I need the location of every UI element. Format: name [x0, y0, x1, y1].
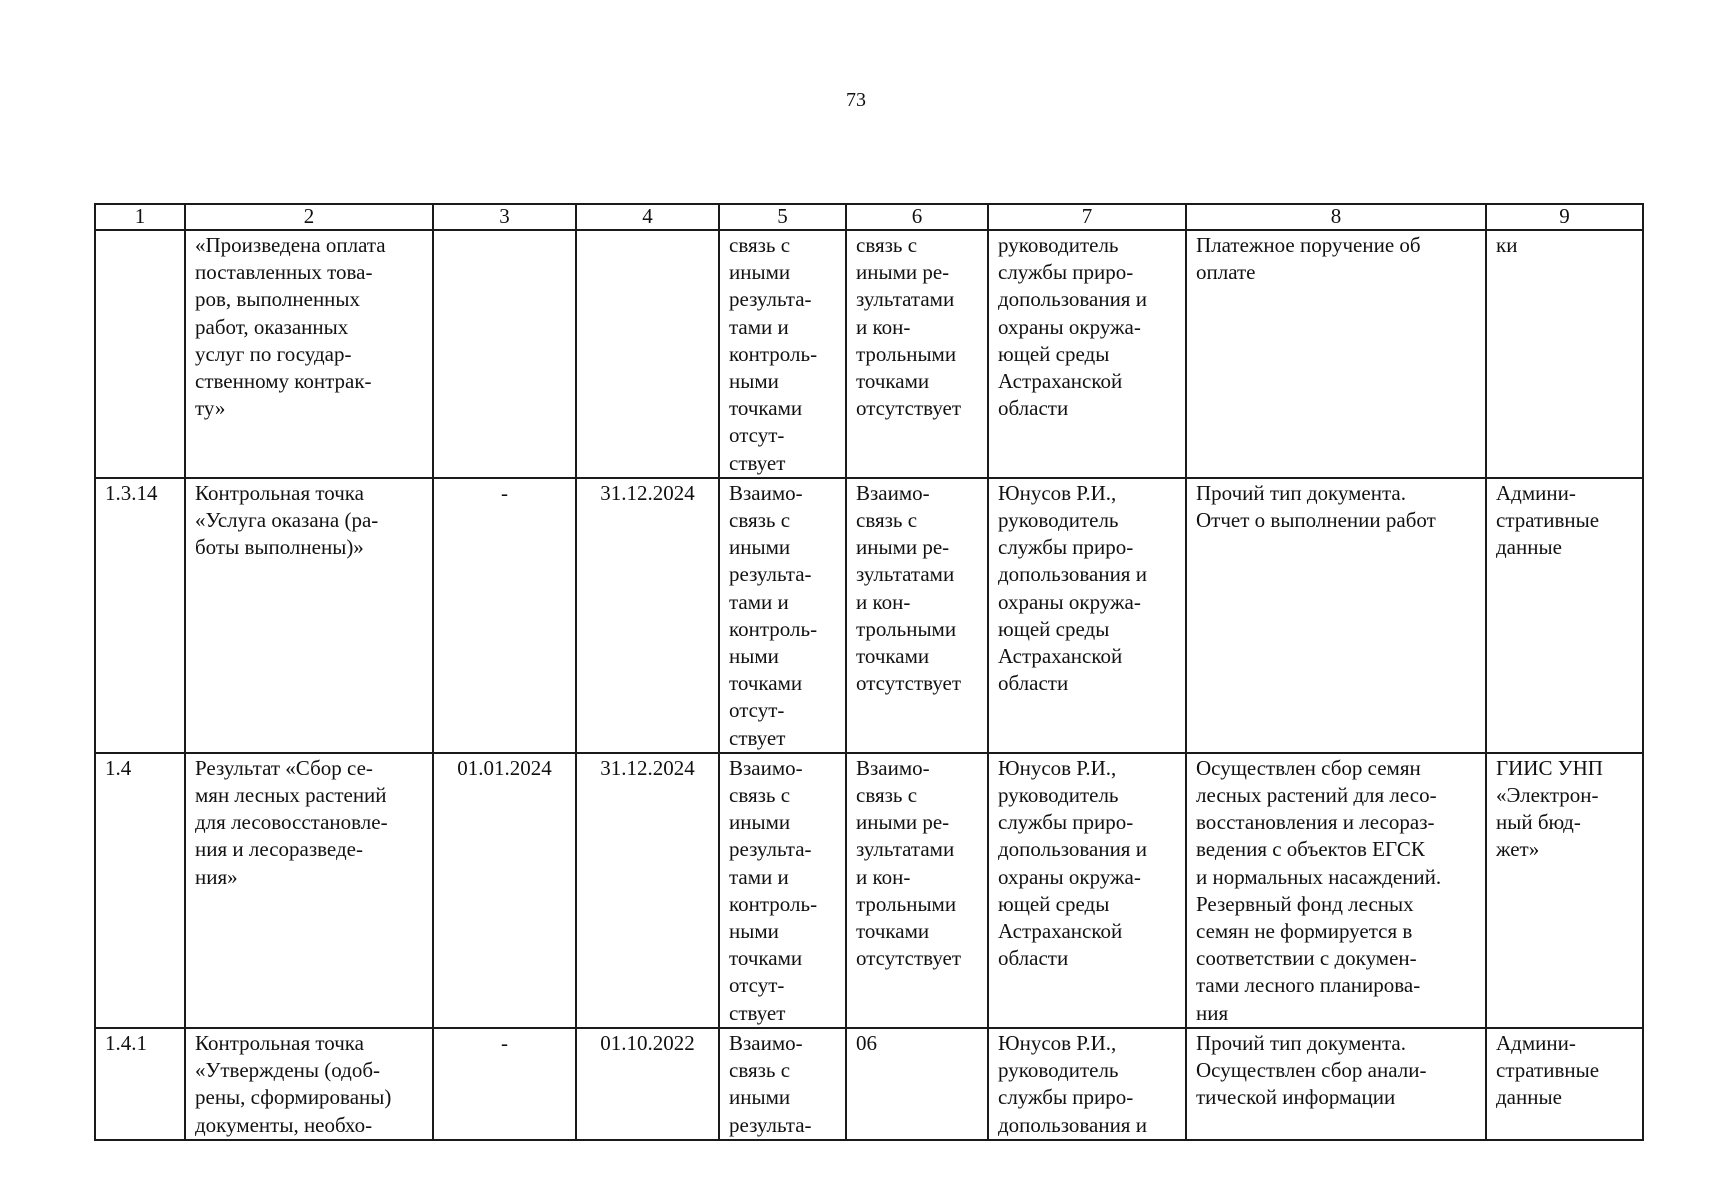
cell-text-line: отсутствует	[856, 671, 962, 696]
cell-text-line: оплате	[1196, 260, 1256, 285]
cell-text-line: связь с	[729, 1058, 791, 1083]
cell-text-line: службы приро-	[998, 535, 1134, 560]
name-cell	[185, 230, 433, 478]
cell-text-line: результа-	[729, 562, 812, 587]
cell-text-line: руководитель	[998, 508, 1119, 533]
cell-text-line: Взаимо-	[856, 755, 930, 780]
cell-text-line: иными ре-	[856, 260, 950, 285]
column-number-row	[95, 204, 1643, 230]
cell-text-line: 1.3.14	[105, 480, 158, 505]
cell-text-line: ными	[729, 644, 779, 669]
cell-text-line: допользования и	[998, 1112, 1147, 1137]
cell-text-line: связь с	[856, 783, 918, 808]
cell-text-line: Контрольная точка	[195, 1030, 365, 1055]
cell-text-line: допользования и	[998, 287, 1147, 312]
cell-text-line: контроль-	[729, 891, 818, 916]
cell-text-line: 06	[856, 1030, 877, 1055]
cell-text-line: и кон-	[856, 864, 911, 889]
cell-text-line: 31.12.2024	[600, 755, 695, 780]
cell-text-line: восстановления и лесораз-	[1196, 810, 1435, 835]
cell-text-line: мян лесных растений	[195, 783, 387, 808]
cell-text-line: тами и	[729, 314, 789, 339]
relation-alt-cell	[846, 478, 988, 753]
cell-text-line: Взаимо-	[729, 1030, 803, 1055]
cell-text-line: для лесовосстановле-	[195, 810, 388, 835]
column-number: 7	[988, 204, 1186, 230]
document-cell	[1186, 478, 1486, 753]
cell-text-line: иными	[729, 810, 791, 835]
responsible-cell	[988, 1028, 1186, 1140]
cell-text-line: службы приро-	[998, 260, 1134, 285]
cell-text-line: данные	[1496, 1085, 1562, 1110]
end-date-cell	[576, 478, 719, 753]
cell-text-line: ными	[729, 369, 779, 394]
cell-text-line: 01.01.2024	[457, 755, 552, 780]
cell-text-line: ный бюд-	[1496, 810, 1581, 835]
cell-text-line: трольными	[856, 341, 957, 366]
cell-text-line: области	[998, 671, 1069, 696]
cell-text-line: связь с	[856, 508, 918, 533]
cell-text-line: Юнусов Р.И.,	[998, 480, 1117, 505]
cell-text-line: Прочий тип документа.	[1196, 1030, 1406, 1055]
cell-text-line: 1.4.1	[105, 1030, 147, 1055]
column-number: 5	[719, 204, 846, 230]
cell-text-line: ствует	[729, 1000, 786, 1025]
cell-text-line: руководитель	[998, 1058, 1119, 1083]
cell-text-line: -	[501, 1030, 508, 1055]
cell-text-line: Взаимо-	[856, 480, 930, 505]
cell-text-line: 31.12.2024	[600, 480, 695, 505]
cell-text-line: связь с	[729, 508, 791, 533]
cell-text-line: охраны окружа-	[998, 864, 1141, 889]
cell-text-line: «Утверждены (одоб-	[195, 1058, 381, 1083]
cell-text-line: -	[501, 480, 508, 505]
cell-text-line: отсут-	[729, 698, 785, 723]
cell-text-line: ГИИС УНП	[1496, 755, 1603, 780]
cell-text-line: тической информации	[1196, 1085, 1396, 1110]
responsible-cell	[988, 753, 1186, 1028]
number-cell	[95, 478, 185, 753]
source-cell	[1486, 478, 1643, 753]
cell-text-line: охраны окружа-	[998, 589, 1141, 614]
cell-text-line: 1.4	[105, 755, 132, 780]
cell-text-line: службы приро-	[998, 1085, 1134, 1110]
cell-text-line: иными	[729, 1085, 791, 1110]
number-cell	[95, 230, 185, 478]
document-cell	[1186, 1028, 1486, 1140]
end-date-cell	[576, 753, 719, 1028]
relation-cell	[719, 230, 846, 478]
cell-text-line: стративные	[1496, 508, 1600, 533]
cell-text-line: отсут-	[729, 973, 785, 998]
table-row	[95, 1028, 1643, 1140]
cell-text-line: стративные	[1496, 1058, 1600, 1083]
end-date-cell	[576, 1028, 719, 1140]
cell-text-line: Осуществлен сбор семян	[1196, 755, 1421, 780]
cell-text-line: Контрольная точка	[195, 480, 365, 505]
cell-text-line: жет»	[1496, 837, 1540, 862]
column-number: 2	[185, 204, 433, 230]
cell-text-line: иными ре-	[856, 535, 950, 560]
cell-text-line: и кон-	[856, 314, 911, 339]
cell-text-line: Результат «Сбор се-	[195, 755, 373, 780]
cell-text-line: зультатами	[856, 562, 955, 587]
column-number: 6	[846, 204, 988, 230]
relation-cell	[719, 753, 846, 1028]
cell-text-line: зультатами	[856, 837, 955, 862]
cell-text-line: ствует	[729, 725, 786, 750]
cell-text-line: иными	[729, 535, 791, 560]
cell-text-line: иными ре-	[856, 810, 950, 835]
cell-text-line: результа-	[729, 837, 812, 862]
cell-text-line: результа-	[729, 287, 812, 312]
cell-text-line: Астраханской	[998, 369, 1123, 394]
cell-text-line: ния»	[195, 864, 238, 889]
source-cell	[1486, 753, 1643, 1028]
cell-text-line: контроль-	[729, 341, 818, 366]
cell-text-line: Платежное поручение об	[1196, 233, 1421, 257]
relation-cell	[719, 478, 846, 753]
results-table	[94, 203, 1644, 1141]
table-row	[95, 753, 1643, 1028]
column-number: 4	[576, 204, 719, 230]
cell-text-line: работ, оказанных	[195, 314, 349, 339]
cell-text-line: тами и	[729, 864, 789, 889]
cell-text-line: точками	[856, 369, 930, 394]
start-date-cell	[433, 1028, 576, 1140]
cell-text-line: услуг по государ-	[195, 341, 352, 366]
cell-text-line: Осуществлен сбор анали-	[1196, 1058, 1427, 1083]
column-number: 1	[95, 204, 185, 230]
cell-text-line: ственному контрак-	[195, 369, 372, 394]
cell-text-line: результа-	[729, 1112, 812, 1137]
cell-text-line: ров, выполненных	[195, 287, 361, 312]
start-date-cell	[433, 753, 576, 1028]
column-number: 3	[433, 204, 576, 230]
cell-text-line: точками	[729, 946, 803, 971]
relation-alt-cell	[846, 230, 988, 478]
cell-text-line: боты выполнены)»	[195, 535, 364, 560]
cell-text-line: семян не формируется в	[1196, 919, 1413, 944]
source-cell	[1486, 1028, 1643, 1140]
cell-text-line: ными	[729, 919, 779, 944]
cell-text-line: Астраханской	[998, 919, 1123, 944]
name-cell	[185, 1028, 433, 1140]
cell-text-line: ющей среды	[998, 616, 1110, 641]
cell-text-line: Резервный фонд лесных	[1196, 891, 1414, 916]
cell-text-line: и нормальных насаждений.	[1196, 864, 1442, 889]
cell-text-line: связь с	[729, 783, 791, 808]
cell-text-line: допользования и	[998, 562, 1147, 587]
cell-text-line: контроль-	[729, 616, 818, 641]
source-cell	[1486, 230, 1643, 478]
cell-text-line: тами и	[729, 589, 789, 614]
table-row	[95, 478, 1643, 753]
column-number: 8	[1186, 204, 1486, 230]
cell-text-line: Админи-	[1496, 480, 1576, 505]
responsible-cell	[988, 478, 1186, 753]
number-cell	[95, 753, 185, 1028]
relation-alt-cell	[846, 1028, 988, 1140]
cell-text-line: ющей среды	[998, 341, 1110, 366]
cell-text-line: иными	[729, 260, 791, 285]
cell-text-line: связь с	[856, 233, 918, 257]
cell-text-line: 01.10.2022	[600, 1030, 695, 1055]
cell-text-line: ствует	[729, 450, 786, 475]
column-number: 9	[1486, 204, 1643, 230]
cell-text-line: ния	[1196, 1000, 1229, 1025]
start-date-cell	[433, 230, 576, 478]
cell-text-line: Юнусов Р.И.,	[998, 1030, 1117, 1055]
cell-text-line: тами лесного планирова-	[1196, 973, 1421, 998]
cell-text-line: точками	[729, 671, 803, 696]
cell-text-line: Взаимо-	[729, 755, 803, 780]
cell-text-line: ту»	[195, 396, 226, 421]
start-date-cell	[433, 478, 576, 753]
cell-text-line: документы, необхо-	[195, 1112, 373, 1137]
cell-text-line: «Электрон-	[1496, 783, 1599, 808]
cell-text-line: ния и лесоразведе-	[195, 837, 363, 862]
number-cell	[95, 1028, 185, 1140]
cell-text-line: «Услуга оказана (ра-	[195, 508, 379, 533]
cell-text-line: ющей среды	[998, 891, 1110, 916]
cell-text-line: отсут-	[729, 423, 785, 448]
name-cell	[185, 753, 433, 1028]
cell-text-line: «Произведена оплата	[195, 233, 386, 257]
name-cell	[185, 478, 433, 753]
cell-text-line: точками	[856, 919, 930, 944]
cell-text-line: руководитель	[998, 783, 1119, 808]
page-number: 73	[846, 89, 866, 111]
table-row	[95, 230, 1643, 478]
cell-text-line: трольными	[856, 616, 957, 641]
cell-text-line: допользования и	[998, 837, 1147, 862]
cell-text-line: ведения с объектов ЕГСК	[1196, 837, 1425, 862]
responsible-cell	[988, 230, 1186, 478]
cell-text-line: рены, сформированы)	[195, 1085, 392, 1110]
document-cell	[1186, 230, 1486, 478]
cell-text-line: трольными	[856, 891, 957, 916]
cell-text-line: ки	[1496, 233, 1518, 257]
cell-text-line: и кон-	[856, 589, 911, 614]
relation-cell	[719, 1028, 846, 1140]
cell-text-line: службы приро-	[998, 810, 1134, 835]
document-cell	[1186, 753, 1486, 1028]
cell-text-line: данные	[1496, 535, 1562, 560]
cell-text-line: Прочий тип документа.	[1196, 480, 1406, 505]
cell-text-line: области	[998, 396, 1069, 421]
cell-text-line: точками	[856, 644, 930, 669]
cell-text-line: зультатами	[856, 287, 955, 312]
cell-text-line: отсутствует	[856, 946, 962, 971]
cell-text-line: лесных растений для лесо-	[1196, 783, 1437, 808]
cell-text-line: точками	[729, 396, 803, 421]
cell-text-line: поставленных това-	[195, 260, 373, 285]
cell-text-line: соответствии с докумен-	[1196, 946, 1417, 971]
cell-text-line: Взаимо-	[729, 480, 803, 505]
cell-text-line: связь с	[729, 233, 791, 257]
relation-alt-cell	[846, 753, 988, 1028]
end-date-cell	[576, 230, 719, 478]
cell-text-line: руководитель	[998, 233, 1119, 257]
cell-text-line: Админи-	[1496, 1030, 1576, 1055]
cell-text-line: охраны окружа-	[998, 314, 1141, 339]
cell-text-line: области	[998, 946, 1069, 971]
cell-text-line: отсутствует	[856, 396, 962, 421]
cell-text-line: Астраханской	[998, 644, 1123, 669]
cell-text-line: Юнусов Р.И.,	[998, 755, 1117, 780]
cell-text-line: Отчет о выполнении работ	[1196, 508, 1436, 533]
